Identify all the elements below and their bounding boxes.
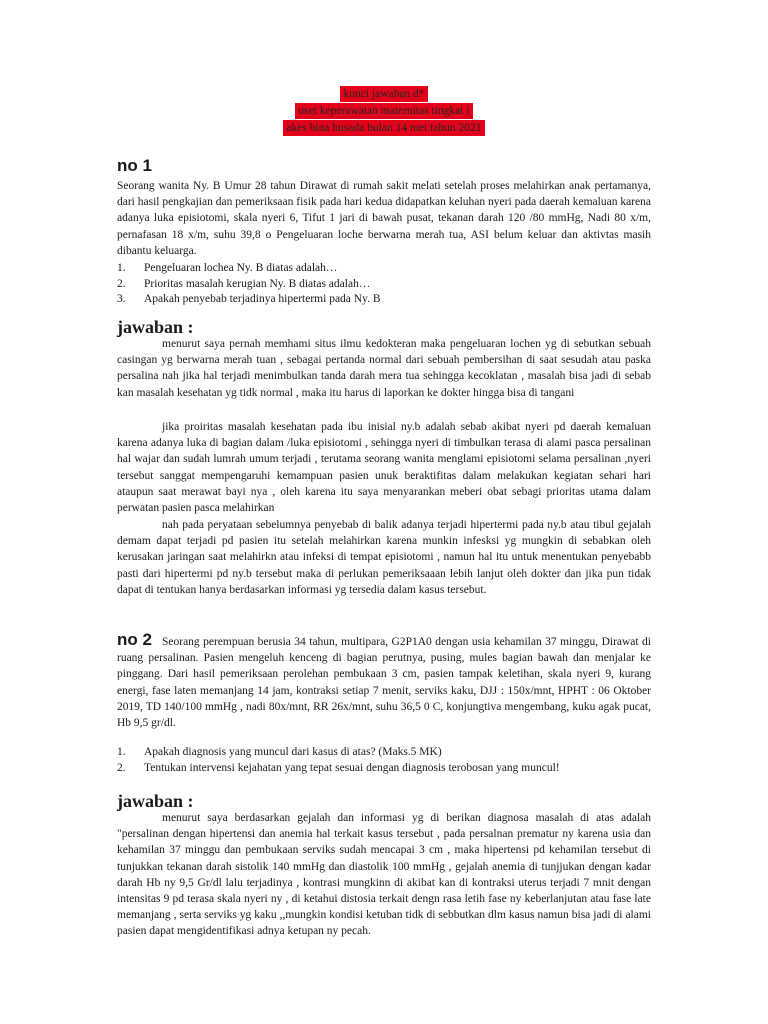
section-2-questions: [117, 745, 651, 776]
question-item: 2. Prioritas masalah kerugian Ny. B diatas adalah…: [117, 277, 371, 290]
section-1-title: no 1: [117, 156, 152, 175]
section-2-title: no 2: [117, 630, 152, 649]
section-1-case: Seorang wanita Ny. B Umur 28 tahun Dirawat di rumah sakit melati setelah proses melahirkan anak pertamanya, dari hasil pengkajian dan pemeriksaan fisik pada hari kedua didapatkan keluhan nyeri pada daerah kemaluan karena adanya luka episiotomi, skala nyeri 6, Tifut 1 jari di bawah pusat, tekanan darah 120 /80 mmHg, Nadi 80 x/m, pernafasan 18 x/m, suhu 39,8 o Pengeluaran loche berwarna merah tua, ASI belum keluar dan aktivtas masih dibantu keluarga.: [117, 180, 651, 257]
section-2-case: Seorang perempuan berusia 34 tahun, multipara, G2P1A0 dengan usia kehamilan 37 minggu, Dirawat di ruang persalinan. Pasien mengeluh kenceng di bagian perutnya, pusing, mules bagian bawah dan menjalar ke pinggang. Dari hasil pemeriksaan perolehan pembukaan 3 cm, pasien tampak keletihan, skala nyeri 9, kurang energi, fase laten memanjang 14 jam, kontraksi setiap 7 menit, serviks kaku, DJJ : 150x/mnt, HPHT : 06 Oktober 2019, TD 140/100 mmHg , nadi 80x/mnt, RR 26x/mnt, suhu 36,5 0 C, konjungtiva mengembang, kuku agak pucat, Hb 9,5 gr/dl.: [117, 636, 651, 730]
section-2-answer-title: jawaban :: [117, 791, 194, 811]
document-header: [0, 84, 768, 135]
header-title-line: kunci jawaban d*: [340, 86, 427, 102]
header-subtitle-line: uset keperawatan maternitas tingkat i: [295, 103, 472, 119]
section-1-questions: [117, 261, 651, 308]
question-item: 1. Pengeluaran lochea Ny. B diatas adalah…: [117, 262, 338, 274]
section-1-answer-1: menurut saya pernah memhami situs ilmu kedokteran maka pengeluaran lochen yg di sebutkan sebuah casingan yg berwarna merah tuan , sebagai pertanda normal dari sebuah pembersihan di saat sesudah atau paska persalina nah jika hal terjadi menimbulkan tanda darah mera tua sehingga kecoklatan , masalah bisa jadi di sebab kan masalah kesehatan yg tidk normal , maka itu harus di laporkan ke dokter hingga bisa di tangani: [117, 338, 651, 399]
section-1-answer-title: jawaban :: [117, 317, 194, 337]
section-1-answer-3: nah pada peryataan sebelumnya penyebab di balik adanya terjadi hipertermi pada ny.b atau tibul gejalah demam dapat terjadi pd pasien itu setelah melahirkan karena munkin infesksi yg mungkin di sebabkan oleh kerusakan jaringan saat melahirkn atau infeksi di tempat episiotomi , namun hal itu untuk menentukan penyebabb pasti dari hipertermi pd ny.b tersebut maka di perlukan pemeriksaaan lebih lanjut oleh dokter dan jika pun tidak dapat di tentukan hanya berdasarkan informasi yg tersedia dalam kasus tersebut.: [117, 519, 651, 596]
question-item: 3. Apakah penyebab terjadinya hipertermi pada Ny. B: [117, 293, 381, 306]
question-item: 1. Apakah diagnosis yang muncul dari kasus di atas? (Maks.5 MK): [117, 746, 442, 758]
section-2-answer: menurut saya berdasarkan gejalah dan informasi yg di berikan diagnosa masalah di atas adalah "persalinan dengan hipertensi dan anemia hal terkait kasus tersebut , pada persalnan prematur ny karena usia dan kehamilan 37 minggu dan pembukaan serviks sudah mencapai 3 cm , maka hipertensi pd kehamilan tersebut di tunjukkan tekanan darah sistolik 140 mmHg dan diastolik 100 mmHg , gejalah anemia di tunjjukan dengan kadar darah Hb ny 9,5 Gr/dl lalu terjadinya , kontrasi mungkinn di akibat kan di kontraksi uterus terjadi 7 mnit dengan intensitas 9 pd terasa skala nyeri ny , di ketahui distosia terkait dengn rasa letih fase ny keberlanjutan atau fase late memanjang , serta serviks yg kaku ,,mungkin kondisi ketuban tidk di sebbutkan dlm kasus namun bisa jadi di alami pasien dapat mengidentifikasi adnya ketupan ny pecah.: [117, 812, 651, 938]
header-date-line: akes bina husada bulan 14 mei tahun 2021: [283, 120, 484, 136]
section-1-answer-2: jika proiritas masalah kesehatan pada ibu inisial ny.b adalah sebab akibat nyeri pd daerah kemaluan karena adanya luka di bagian dalam /luka episiotomi , sehingga nyeri di timbulkan terasa di alami pasca persalinan hal wajar dan sudah lumrah umum terjadi , terutama seorang wanita menglami episiotomi selama persalinan ,nyeri tersebut sanggat mempengaruhi kemampuan pasien unuk beraktifitas dalam melakukan kegiatan sehari hari ataupun saat merawat bayi nya , oleh karena itu saya menyarankan meberi obat sebagi prioritas utama dalam perwatan pasien pasca melahirkan: [117, 421, 651, 515]
question-item: 2. Tentukan intervensi kejahatan yang tepat sesuai dengan diagnosis terobosan yang muncul!: [117, 761, 560, 774]
